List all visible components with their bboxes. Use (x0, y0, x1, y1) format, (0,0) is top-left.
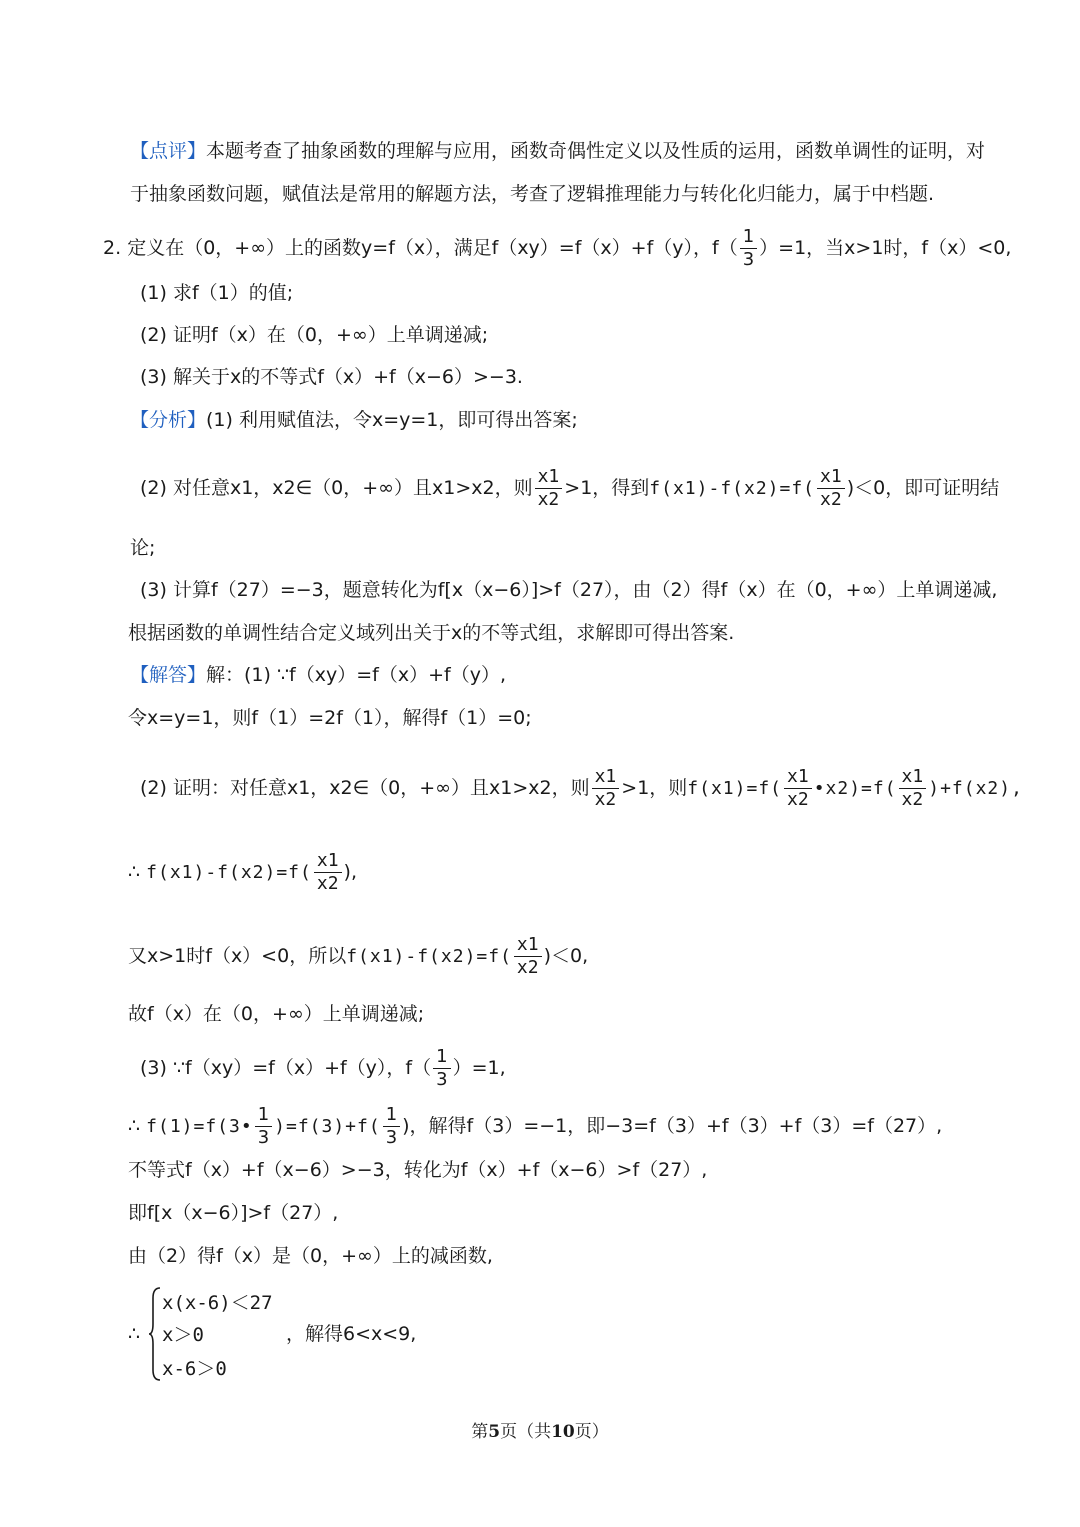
fraction-one-third (433, 1048, 450, 1089)
fraction-one-third (255, 1106, 272, 1147)
solution-line-10 (128, 1200, 338, 1226)
solution-s3-e: )+f(x2), (928, 778, 1023, 799)
analysis-tag: 【分析】 (130, 409, 207, 431)
solution-s9: 不等式f（x）+f（x−6）>−3，转化为f（x）+f（x−6）>f（27）, (128, 1159, 708, 1181)
solution-s6: 故f（x）在（0，+∞）上单调递减; (128, 1003, 425, 1025)
solution-s5-c: )＜0, (543, 945, 589, 967)
fraction-one-third (740, 228, 757, 269)
fraction-x1-x2 (535, 468, 563, 509)
analysis-p3-l2: 根据函数的单调性结合定义域列出关于x的不等式组，求解即可得出答案. (128, 622, 735, 644)
frac-num: 1 (433, 1048, 450, 1069)
solution-s3-b: >1，则 (621, 777, 688, 799)
frac-den: x2 (594, 789, 617, 810)
frac-den: 3 (385, 1127, 398, 1148)
q1-text: (1) 求f（1）的值; (140, 282, 294, 304)
analysis-p2-cont: 论; (130, 537, 156, 559)
footer-mid: 页（共 (500, 1422, 552, 1442)
system-row-2 (162, 1320, 204, 1347)
frac-den: 3 (742, 249, 755, 270)
solution-s3-c: f(x1)=f( (687, 778, 782, 799)
analysis-line-2 (140, 468, 999, 509)
analysis-p2-a: (2) 对任意x1，x2∈（0，+∞）且x1>x2，则 (140, 477, 533, 499)
fraction-x1-x2 (899, 768, 927, 809)
comment-line-2 (130, 181, 934, 207)
therefore-symbol: ∴ (128, 1115, 141, 1137)
system-row-3 (162, 1354, 227, 1381)
solution-line-8 (128, 1106, 942, 1147)
system-row-2-text: x＞0 (162, 1324, 204, 1346)
frac-num: 1 (383, 1106, 400, 1127)
left-brace (148, 1286, 162, 1382)
comment-text-2: 于抽象函数问题，赋值法是常用的解题方法，考查了逻辑推理能力与转化化归能力，属于中档题. (130, 183, 935, 205)
solution-s5-b: f(x1)-f(x2)=f( (346, 946, 512, 967)
analysis-line-2-cont (130, 535, 155, 561)
analysis-p2-c: f(x1)-f(x2)=f( (649, 478, 816, 499)
frac-den: x2 (787, 789, 809, 810)
comment-tag: 【点评】 (130, 140, 207, 162)
solution-line-6 (128, 1001, 424, 1027)
solution-s7-b: ）=1, (452, 1057, 506, 1079)
problem-stem-c: ）=1，当x>1时，f（x）<0, (759, 237, 1012, 259)
q3-text: (3) 解关于x的不等式f（x）+f（x−6）>−3. (140, 366, 523, 388)
frac-num: x1 (899, 768, 927, 789)
question-2 (140, 322, 488, 348)
solution-s3-a: (2) 证明：对任意x1，x2∈（0，+∞）且x1>x2，则 (140, 777, 590, 799)
fraction-x1-x2 (514, 936, 542, 977)
frac-num: x1 (514, 936, 542, 957)
question-1 (140, 280, 293, 306)
problem-stem-a: 定义在（0，+∞）上的函数 (127, 237, 362, 259)
solution-s8-d: )，解得f（3）=−1，即−3=f（3）+f（3）+f（3）=f（27）, (402, 1115, 943, 1137)
solution-s4-c: ), (343, 861, 357, 883)
system-row-1 (162, 1288, 273, 1315)
page-footer (0, 1417, 1080, 1442)
frac-num: x1 (314, 852, 342, 873)
footer-post: 页） (574, 1422, 609, 1442)
question-3 (140, 364, 523, 390)
solution-tag: 【解答】 (130, 664, 207, 686)
solution-s11: 由（2）得f（x）是（0，+∞）上的减函数, (128, 1245, 493, 1267)
solution-line-11 (128, 1243, 493, 1269)
solution-s10: 即f[x（x−6）]>f（27）, (128, 1202, 339, 1224)
problem-stem-b: y=f（x），满足f（xy）=f（x）+f（y），f（ (361, 237, 738, 259)
problem-stem (103, 228, 1011, 269)
therefore-symbol: ∴ (128, 861, 141, 883)
analysis-line-4 (128, 620, 734, 646)
system-row-3-text: x-6＞0 (162, 1358, 227, 1380)
frac-den: 3 (436, 1069, 448, 1090)
solution-line-9 (128, 1157, 707, 1183)
analysis-p2-d: )＜0，即可证明结 (846, 477, 1000, 499)
frac-num: x1 (535, 468, 563, 489)
frac-den: x2 (537, 489, 560, 510)
frac-num: x1 (817, 468, 845, 489)
solution-s8-c: )=f(3)+f( (274, 1116, 381, 1137)
frac-den: 3 (257, 1127, 270, 1148)
frac-num: x1 (784, 768, 812, 789)
solution-s7-a: (3) ∵f（xy）=f（x）+f（y），f（ (140, 1057, 432, 1079)
analysis-p2-b: >1，得到 (564, 477, 650, 499)
analysis-line-1 (130, 407, 578, 433)
solution-line-1 (130, 662, 506, 688)
frac-den: x2 (901, 789, 924, 810)
page-number: 5 (488, 1422, 501, 1442)
frac-num: x1 (592, 768, 620, 789)
analysis-p3-l1: (3) 计算f（27）=−3，题意转化为f[x（x−6）]>f（27），由（2）得f（x）在（0，+∞）上单调递减, (140, 579, 998, 601)
solution-s1: 解：(1) ∵f（xy）=f（x）+f（y）, (206, 664, 506, 686)
system-result (286, 1321, 416, 1347)
analysis-line-3 (140, 577, 997, 603)
page-total: 10 (551, 1422, 575, 1442)
solution-line-3 (140, 768, 1023, 809)
fraction-x1-x2 (784, 768, 812, 809)
solution-s5-a: 又x>1时f（x）<0，所以 (128, 945, 347, 967)
frac-num: 1 (740, 228, 757, 249)
solution-s2: 令x=y=1，则f（1）=2f（1），解得f（1）=0; (128, 707, 532, 729)
problem-number: 2. (103, 237, 122, 259)
solution-line-7 (140, 1048, 506, 1089)
comment-line-1 (130, 138, 985, 164)
solution-line-4 (128, 852, 357, 893)
fraction-x1-x2 (314, 852, 342, 893)
solution-s8-b: f(1)=f(3• (146, 1116, 253, 1137)
fraction-one-third (383, 1106, 400, 1147)
q2-text: (2) 证明f（x）在（0，+∞）上单调递减; (140, 324, 489, 346)
solution-line-5 (128, 936, 588, 977)
solution-s4-b: f(x1)-f(x2)=f( (146, 862, 312, 883)
frac-den: x2 (820, 489, 842, 510)
therefore-symbol (128, 1321, 140, 1347)
therefore-text: ∴ (128, 1323, 141, 1345)
frac-den: x2 (516, 957, 539, 978)
system-row-1-text: x(x-6)＜27 (162, 1292, 273, 1314)
fraction-x1-x2 (592, 768, 620, 809)
comment-text-1: 本题考查了抽象函数的理解与应用，函数奇偶性定义以及性质的运用，函数单调性的证明，对 (206, 140, 986, 162)
solution-s3-d: •x2)=f( (813, 778, 897, 799)
frac-den: x2 (316, 873, 339, 894)
solution-line-2 (128, 705, 532, 731)
fraction-x1-x2 (817, 468, 845, 509)
frac-num: 1 (255, 1106, 272, 1127)
analysis-p1: (1) 利用赋值法，令x=y=1，即可得出答案; (206, 409, 578, 431)
system-result-text: ，解得6<x<9, (286, 1323, 417, 1345)
footer-pre: 第 (471, 1422, 489, 1442)
